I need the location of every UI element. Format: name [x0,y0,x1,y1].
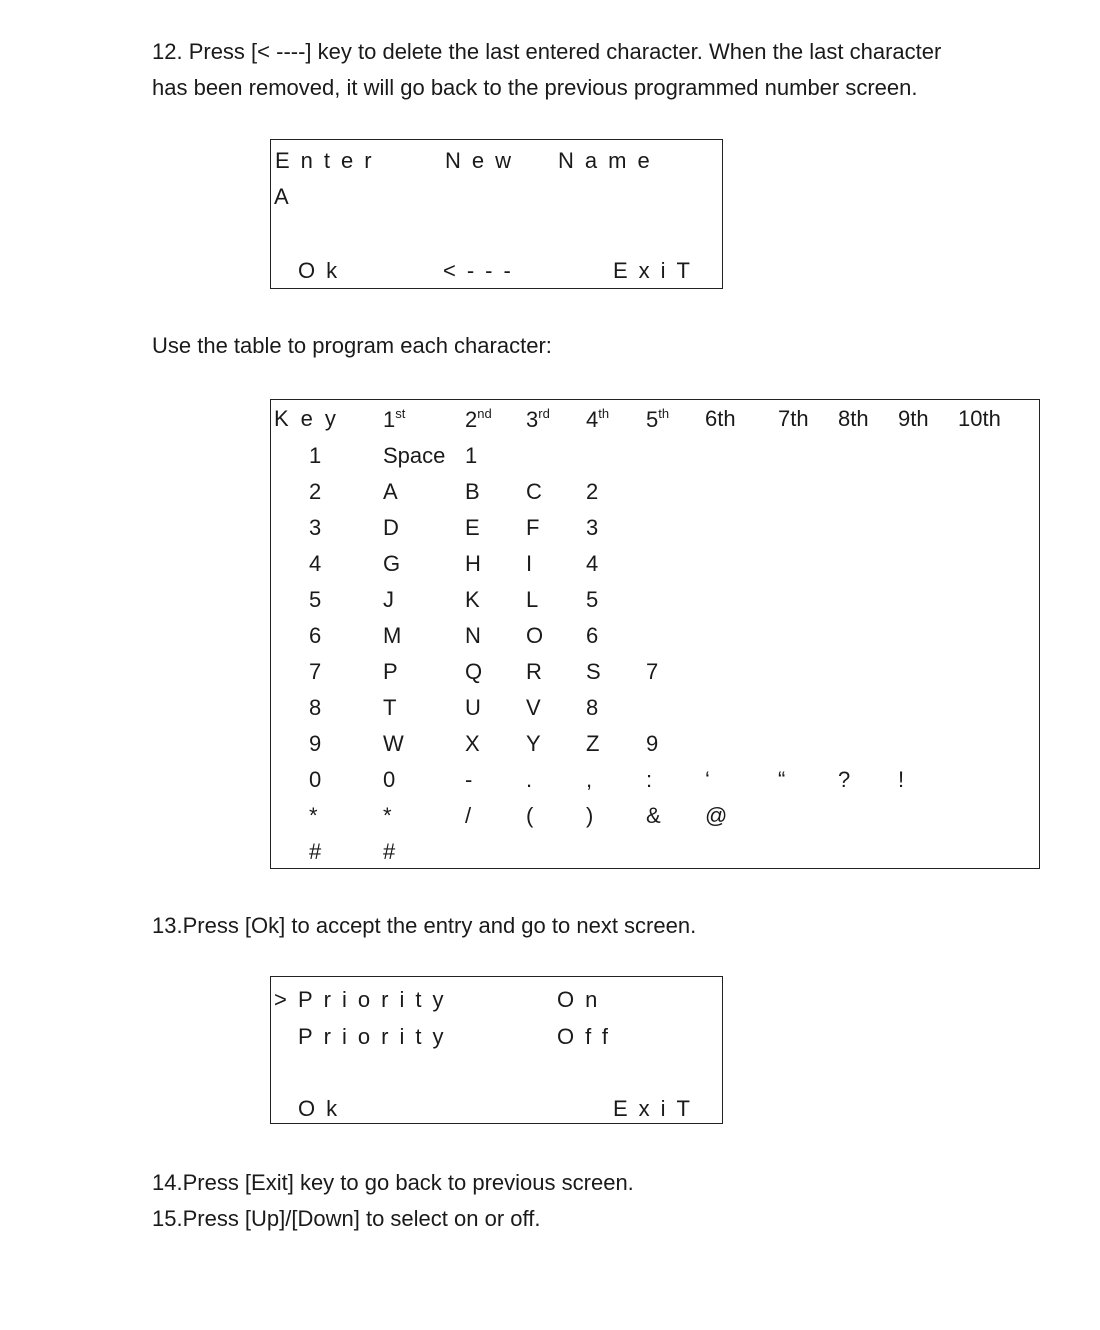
table-char-cell: * [383,803,392,828]
table-char-cell: D [383,515,399,540]
table-char-cell: K [465,587,480,612]
lcd-softkey-exit: ExiT [613,1096,701,1121]
table-char-cell: ( [526,803,534,828]
table-char-cell: N [465,623,481,648]
table-header-text: 1 [383,407,396,432]
table-header-text: 6th [705,406,736,431]
table-header-col-8 [838,406,869,432]
table-char-cell: P [383,659,398,684]
table-header-col-3 [526,406,550,433]
table-char-cell: 2 [586,479,599,504]
table-key-cell: # [309,839,322,864]
lcd-priority-on-value: On [557,987,609,1012]
table-header-text: 2 [465,407,478,432]
table-header-ordinal-suffix: th [658,406,670,421]
table-key-cell: * [309,803,318,828]
table-header-col-5 [646,406,669,433]
table-char-cell: 0 [383,767,396,792]
table-key-cell: 4 [309,551,322,576]
table-char-cell: L [526,587,539,612]
step14-text: 14.Press [Exit] key to go back to previous screen. [152,1170,634,1195]
table-char-cell: O [526,623,544,648]
table-char-cell: 6 [586,623,599,648]
table-char-cell: M [383,623,402,648]
table-header-ordinal-suffix: th [598,406,610,421]
table-char-cell: - [465,767,473,792]
table-key-cell: 3 [309,515,322,540]
table-char-cell: T [383,695,397,720]
table-key-cell: 0 [309,767,322,792]
table-header-text: Key [274,406,348,431]
table-char-cell: ) [586,803,594,828]
table-header-col-10 [958,406,1001,432]
table-char-cell: & [646,803,661,828]
table-key-cell: 9 [309,731,322,756]
lcd-cursor-icon: > [274,987,298,1012]
table-header-col-1 [383,406,405,433]
table-char-cell: V [526,695,541,720]
table-header-text: 10th [958,406,1001,431]
table-key-cell: 1 [309,443,322,468]
table-char-cell: Z [586,731,600,756]
table-header-key [274,406,348,432]
lcd-entered-text: A [274,184,300,209]
table-header-ordinal-suffix: nd [477,406,492,421]
table-char-cell: 3 [586,515,599,540]
table-char-cell: 5 [586,587,599,612]
table-header-text: 9th [898,406,929,431]
table-char-cell: Y [526,731,541,756]
table-char-cell: 1 [465,443,478,468]
lcd-priority-screen [270,976,723,1124]
table-char-cell: J [383,587,394,612]
table-char-cell: Q [465,659,483,684]
lcd-title-word-1: Enter [275,148,383,173]
table-key-cell: 7 [309,659,322,684]
lcd-priority-off-value: Off [557,1024,619,1049]
table-char-cell: B [465,479,480,504]
table-header-text: 8th [838,406,869,431]
table-char-cell: U [465,695,481,720]
table-char-cell: E [465,515,480,540]
table-key-cell: 8 [309,695,322,720]
table-char-cell: W [383,731,404,756]
table-char-cell: : [646,767,653,792]
table-char-cell: 9 [646,731,659,756]
table-char-cell: A [383,479,398,504]
table-key-cell: 6 [309,623,322,648]
table-char-cell: @ [705,803,728,828]
step15-text: 15.Press [Up]/[Down] to select on or off. [152,1206,541,1231]
table-header-col-4 [586,406,609,433]
table-char-cell: . [526,767,533,792]
character-table [270,399,1040,869]
table-intro: Use the table to program each character: [152,333,552,358]
table-header-col-7 [778,406,809,432]
table-char-cell: Space [383,443,446,468]
table-header-text: 3 [526,407,539,432]
table-char-cell: # [383,839,396,864]
table-char-cell: R [526,659,542,684]
table-header-ordinal-suffix: rd [538,406,550,421]
lcd-priority-on-label: Priority [298,987,455,1012]
lcd-enter-name-screen [270,139,723,289]
table-char-cell: / [465,803,472,828]
lcd-softkey-exit: ExiT [613,258,701,283]
table-char-cell: C [526,479,542,504]
table-char-cell: 8 [586,695,599,720]
table-header-col-9 [898,406,929,432]
lcd-softkey-ok: Ok [298,258,349,283]
table-header-col-6 [705,406,736,432]
table-char-cell: G [383,551,401,576]
table-header-text: 4 [586,407,599,432]
step12-line2: has been removed, it will go back to the previous programmed number screen. [152,75,918,100]
table-char-cell: 7 [646,659,659,684]
table-char-cell: ‘ [705,767,710,792]
table-header-col-2 [465,406,492,433]
table-char-cell: H [465,551,481,576]
table-char-cell: “ [778,767,786,792]
step12-line1: 12. Press [< ----] key to delete the last entered character. When the last character [152,39,942,64]
table-char-cell: , [586,767,593,792]
table-header-text: 7th [778,406,809,431]
table-header-text: 5 [646,407,659,432]
lcd-softkey-ok: Ok [298,1096,349,1121]
lcd-title-word-3: Name [558,148,661,173]
table-key-cell: 2 [309,479,322,504]
table-char-cell: ? [838,767,851,792]
table-char-cell: X [465,731,480,756]
table-char-cell: ! [898,767,905,792]
lcd-softkey-backspace: <--- [443,258,522,283]
table-header-ordinal-suffix: st [395,406,406,421]
table-key-cell: 5 [309,587,322,612]
table-char-cell: 4 [586,551,599,576]
step13-text: 13.Press [Ok] to accept the entry and go to next screen. [152,913,697,938]
lcd-title-word-2: New [445,148,523,173]
table-char-cell: F [526,515,540,540]
lcd-priority-off-label: Priority [298,1024,455,1049]
table-char-cell: I [526,551,533,576]
table-char-cell: S [586,659,601,684]
